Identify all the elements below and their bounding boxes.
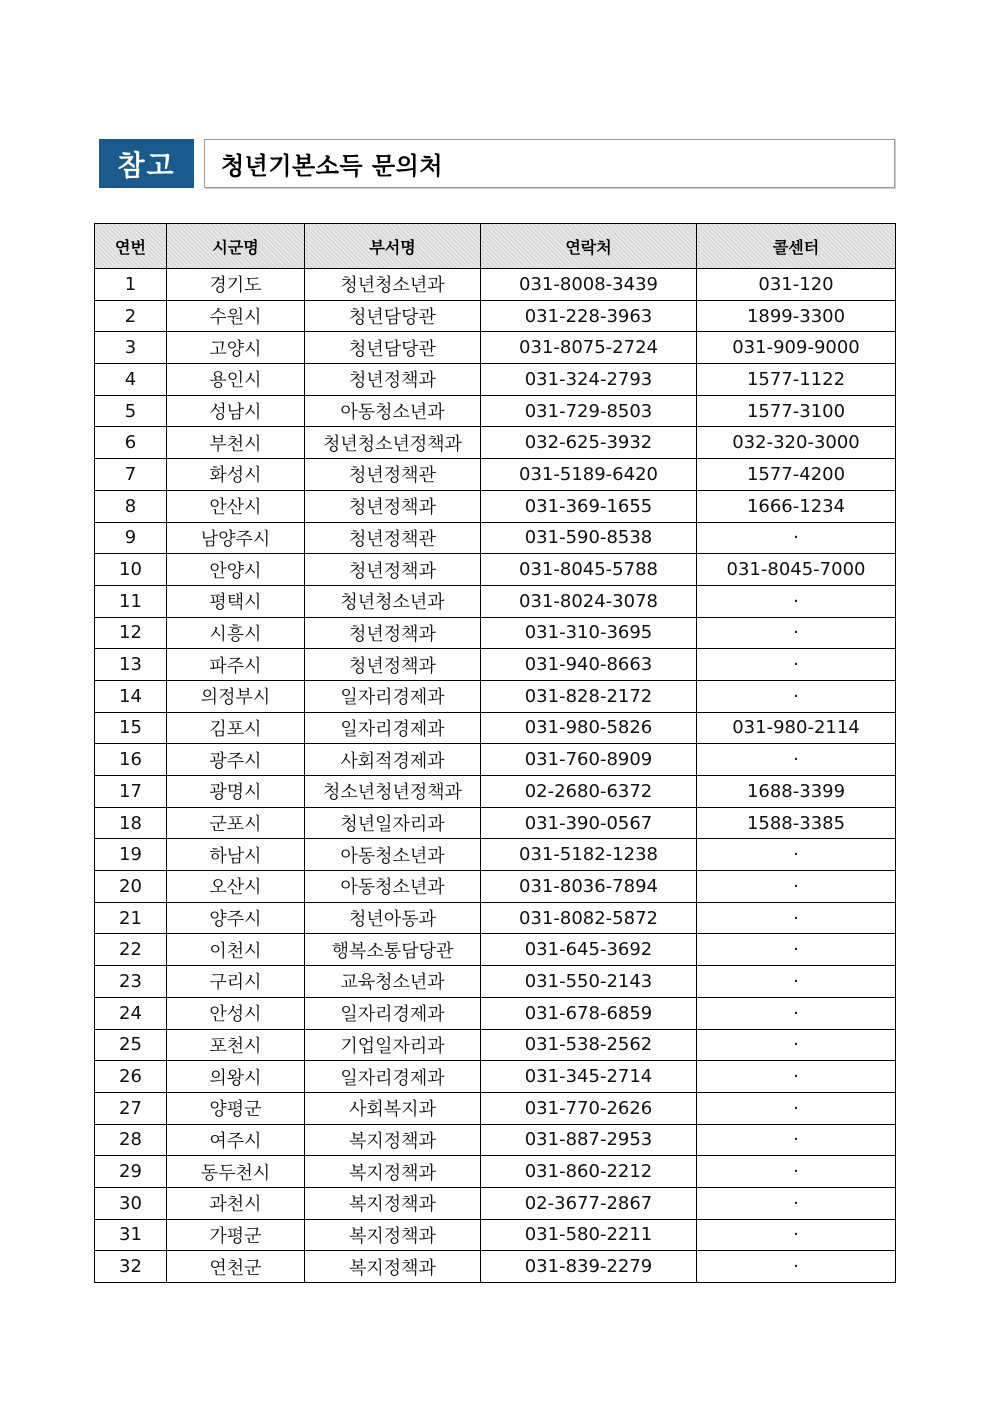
callcenter-phone: · xyxy=(697,1251,896,1283)
city-name: 안성시 xyxy=(167,997,305,1029)
row-number: 7 xyxy=(95,459,167,491)
table-row xyxy=(95,617,896,649)
contact-phone: 031-760-8909 xyxy=(481,744,697,776)
table-row xyxy=(95,839,896,871)
contact-phone: 031-5189-6420 xyxy=(481,459,697,491)
contact-phone: 031-538-2562 xyxy=(481,1029,697,1061)
page-title: 청년기본소득 문의처 xyxy=(221,152,444,180)
callcenter-phone: · xyxy=(697,934,896,966)
table-row xyxy=(95,300,896,332)
callcenter-phone: · xyxy=(697,1092,896,1124)
callcenter-phone: · xyxy=(697,680,896,712)
contact-phone: 031-390-0567 xyxy=(481,807,697,839)
contact-phone: 031-860-2212 xyxy=(481,1156,697,1188)
callcenter-phone: · xyxy=(697,522,896,554)
table-row xyxy=(95,1092,896,1124)
row-number: 30 xyxy=(95,1187,167,1219)
callcenter-phone: 1666-1234 xyxy=(697,490,896,522)
contact-phone: 031-228-3963 xyxy=(481,300,697,332)
callcenter-phone: 031-909-9000 xyxy=(697,332,896,364)
department-name: 복지정책과 xyxy=(305,1187,481,1219)
table-row xyxy=(95,332,896,364)
callcenter-phone: 1577-4200 xyxy=(697,459,896,491)
department-name: 기업일자리과 xyxy=(305,1029,481,1061)
table-row xyxy=(95,364,896,396)
city-name: 파주시 xyxy=(167,649,305,681)
city-name: 성남시 xyxy=(167,395,305,427)
contact-phone: 031-8045-5788 xyxy=(481,554,697,586)
callcenter-phone: 031-120 xyxy=(697,269,896,301)
row-number: 20 xyxy=(95,871,167,903)
row-number: 27 xyxy=(95,1092,167,1124)
department-name: 청년정책과 xyxy=(305,649,481,681)
city-name: 김포시 xyxy=(167,712,305,744)
city-name: 시흥시 xyxy=(167,617,305,649)
contact-phone: 031-8036-7894 xyxy=(481,871,697,903)
city-name: 부천시 xyxy=(167,427,305,459)
city-name: 오산시 xyxy=(167,871,305,903)
contact-phone: 031-324-2793 xyxy=(481,364,697,396)
department-name: 복지정책과 xyxy=(305,1124,481,1156)
table-row xyxy=(95,1124,896,1156)
contact-phone: 02-3677-2867 xyxy=(481,1187,697,1219)
city-name: 안산시 xyxy=(167,490,305,522)
row-number: 22 xyxy=(95,934,167,966)
contact-phone: 031-5182-1238 xyxy=(481,839,697,871)
table-row xyxy=(95,554,896,586)
callcenter-phone: · xyxy=(697,1156,896,1188)
table-row xyxy=(95,649,896,681)
city-name: 양주시 xyxy=(167,902,305,934)
department-name: 청년정책관 xyxy=(305,459,481,491)
city-name: 남양주시 xyxy=(167,522,305,554)
department-name: 청년정책관 xyxy=(305,522,481,554)
table-row xyxy=(95,902,896,934)
row-number: 2 xyxy=(95,300,167,332)
city-name: 동두천시 xyxy=(167,1156,305,1188)
row-number: 28 xyxy=(95,1124,167,1156)
contact-phone: 02-2680-6372 xyxy=(481,776,697,808)
callcenter-phone: 1588-3385 xyxy=(697,807,896,839)
callcenter-phone: 1577-3100 xyxy=(697,395,896,427)
department-name: 청년정책과 xyxy=(305,364,481,396)
contact-phone: 031-8008-3439 xyxy=(481,269,697,301)
city-name: 경기도 xyxy=(167,269,305,301)
contacts-table xyxy=(94,223,896,1283)
department-name: 청년청소년정책과 xyxy=(305,427,481,459)
contact-phone: 031-550-2143 xyxy=(481,966,697,998)
column-header-city: 시군명 xyxy=(167,224,305,269)
department-name: 아동청소년과 xyxy=(305,839,481,871)
row-number: 21 xyxy=(95,902,167,934)
contact-phone: 031-590-8538 xyxy=(481,522,697,554)
table-row xyxy=(95,871,896,903)
department-name: 복지정책과 xyxy=(305,1156,481,1188)
city-name: 용인시 xyxy=(167,364,305,396)
callcenter-phone: · xyxy=(697,1124,896,1156)
table-row xyxy=(95,776,896,808)
contact-phone: 032-625-3932 xyxy=(481,427,697,459)
row-number: 31 xyxy=(95,1219,167,1251)
table-row xyxy=(95,712,896,744)
contact-phone: 031-980-5826 xyxy=(481,712,697,744)
department-name: 청년청소년과 xyxy=(305,269,481,301)
row-number: 14 xyxy=(95,680,167,712)
table-header-row xyxy=(95,224,896,269)
department-name: 청년아동과 xyxy=(305,902,481,934)
table-row xyxy=(95,585,896,617)
city-name: 수원시 xyxy=(167,300,305,332)
row-number: 18 xyxy=(95,807,167,839)
row-number: 29 xyxy=(95,1156,167,1188)
department-name: 청년담당관 xyxy=(305,332,481,364)
callcenter-phone: · xyxy=(697,617,896,649)
table-row xyxy=(95,1156,896,1188)
row-number: 8 xyxy=(95,490,167,522)
department-name: 청년일자리과 xyxy=(305,807,481,839)
contact-phone: 031-839-2279 xyxy=(481,1251,697,1283)
row-number: 16 xyxy=(95,744,167,776)
contact-phone: 031-940-8663 xyxy=(481,649,697,681)
table-row xyxy=(95,1061,896,1093)
department-name: 청소년청년정책과 xyxy=(305,776,481,808)
table-row xyxy=(95,522,896,554)
table-row xyxy=(95,1251,896,1283)
title-box xyxy=(204,139,895,188)
table-row xyxy=(95,269,896,301)
row-number: 11 xyxy=(95,585,167,617)
callcenter-phone: 1577-1122 xyxy=(697,364,896,396)
department-name: 교육청소년과 xyxy=(305,966,481,998)
table-row xyxy=(95,1219,896,1251)
column-header-number: 연번 xyxy=(95,224,167,269)
contact-phone: 031-770-2626 xyxy=(481,1092,697,1124)
row-number: 26 xyxy=(95,1061,167,1093)
city-name: 군포시 xyxy=(167,807,305,839)
city-name: 과천시 xyxy=(167,1187,305,1219)
department-name: 아동청소년과 xyxy=(305,871,481,903)
contact-phone: 031-580-2211 xyxy=(481,1219,697,1251)
table-row xyxy=(95,1187,896,1219)
contact-phone: 031-8024-3078 xyxy=(481,585,697,617)
department-name: 청년정책과 xyxy=(305,617,481,649)
department-name: 청년청소년과 xyxy=(305,585,481,617)
callcenter-phone: · xyxy=(697,1187,896,1219)
callcenter-phone: 1899-3300 xyxy=(697,300,896,332)
callcenter-phone: · xyxy=(697,1061,896,1093)
row-number: 1 xyxy=(95,269,167,301)
row-number: 9 xyxy=(95,522,167,554)
table-row xyxy=(95,807,896,839)
contact-phone: 031-828-2172 xyxy=(481,680,697,712)
row-number: 6 xyxy=(95,427,167,459)
callcenter-phone: 031-8045-7000 xyxy=(697,554,896,586)
callcenter-phone: · xyxy=(697,1029,896,1061)
table-row xyxy=(95,427,896,459)
department-name: 청년담당관 xyxy=(305,300,481,332)
city-name: 포천시 xyxy=(167,1029,305,1061)
row-number: 12 xyxy=(95,617,167,649)
callcenter-phone: · xyxy=(697,966,896,998)
table-row xyxy=(95,395,896,427)
table-row xyxy=(95,966,896,998)
department-name: 복지정책과 xyxy=(305,1251,481,1283)
column-header-department: 부서명 xyxy=(305,224,481,269)
department-name: 청년정책과 xyxy=(305,490,481,522)
contact-phone: 031-8075-2724 xyxy=(481,332,697,364)
table-row xyxy=(95,997,896,1029)
table-body xyxy=(95,269,896,1283)
row-number: 13 xyxy=(95,649,167,681)
contact-phone: 031-345-2714 xyxy=(481,1061,697,1093)
city-name: 광명시 xyxy=(167,776,305,808)
table-row xyxy=(95,744,896,776)
contact-phone: 031-887-2953 xyxy=(481,1124,697,1156)
city-name: 광주시 xyxy=(167,744,305,776)
row-number: 23 xyxy=(95,966,167,998)
city-name: 여주시 xyxy=(167,1124,305,1156)
department-name: 일자리경제과 xyxy=(305,1061,481,1093)
column-header-contact: 연락처 xyxy=(481,224,697,269)
row-number: 19 xyxy=(95,839,167,871)
table-row xyxy=(95,680,896,712)
city-name: 하남시 xyxy=(167,839,305,871)
row-number: 24 xyxy=(95,997,167,1029)
row-number: 32 xyxy=(95,1251,167,1283)
row-number: 5 xyxy=(95,395,167,427)
city-name: 이천시 xyxy=(167,934,305,966)
row-number: 10 xyxy=(95,554,167,586)
callcenter-phone: · xyxy=(697,744,896,776)
department-name: 사회적경제과 xyxy=(305,744,481,776)
table-row xyxy=(95,934,896,966)
contact-phone: 031-678-6859 xyxy=(481,997,697,1029)
callcenter-phone: · xyxy=(697,649,896,681)
department-name: 복지정책과 xyxy=(305,1219,481,1251)
table-row xyxy=(95,490,896,522)
callcenter-phone: · xyxy=(697,871,896,903)
contact-phone: 031-369-1655 xyxy=(481,490,697,522)
city-name: 의왕시 xyxy=(167,1061,305,1093)
city-name: 화성시 xyxy=(167,459,305,491)
row-number: 25 xyxy=(95,1029,167,1061)
row-number: 17 xyxy=(95,776,167,808)
department-name: 일자리경제과 xyxy=(305,997,481,1029)
table-row xyxy=(95,459,896,491)
city-name: 고양시 xyxy=(167,332,305,364)
callcenter-phone: 031-980-2114 xyxy=(697,712,896,744)
city-name: 양평군 xyxy=(167,1092,305,1124)
reference-badge: 참고 xyxy=(99,139,194,188)
contact-phone: 031-8082-5872 xyxy=(481,902,697,934)
table-row xyxy=(95,1029,896,1061)
department-name: 사회복지과 xyxy=(305,1092,481,1124)
callcenter-phone: · xyxy=(697,1219,896,1251)
city-name: 가평군 xyxy=(167,1219,305,1251)
row-number: 15 xyxy=(95,712,167,744)
callcenter-phone: · xyxy=(697,997,896,1029)
department-name: 일자리경제과 xyxy=(305,680,481,712)
contact-phone: 031-729-8503 xyxy=(481,395,697,427)
callcenter-phone: · xyxy=(697,839,896,871)
department-name: 행복소통담당관 xyxy=(305,934,481,966)
department-name: 일자리경제과 xyxy=(305,712,481,744)
city-name: 의정부시 xyxy=(167,680,305,712)
column-header-callcenter: 콜센터 xyxy=(697,224,896,269)
callcenter-phone: · xyxy=(697,902,896,934)
callcenter-phone: 1688-3399 xyxy=(697,776,896,808)
row-number: 3 xyxy=(95,332,167,364)
city-name: 연천군 xyxy=(167,1251,305,1283)
contact-phone: 031-310-3695 xyxy=(481,617,697,649)
callcenter-phone: 032-320-3000 xyxy=(697,427,896,459)
city-name: 구리시 xyxy=(167,966,305,998)
city-name: 평택시 xyxy=(167,585,305,617)
row-number: 4 xyxy=(95,364,167,396)
city-name: 안양시 xyxy=(167,554,305,586)
department-name: 아동청소년과 xyxy=(305,395,481,427)
department-name: 청년정책과 xyxy=(305,554,481,586)
contact-phone: 031-645-3692 xyxy=(481,934,697,966)
callcenter-phone: · xyxy=(697,585,896,617)
